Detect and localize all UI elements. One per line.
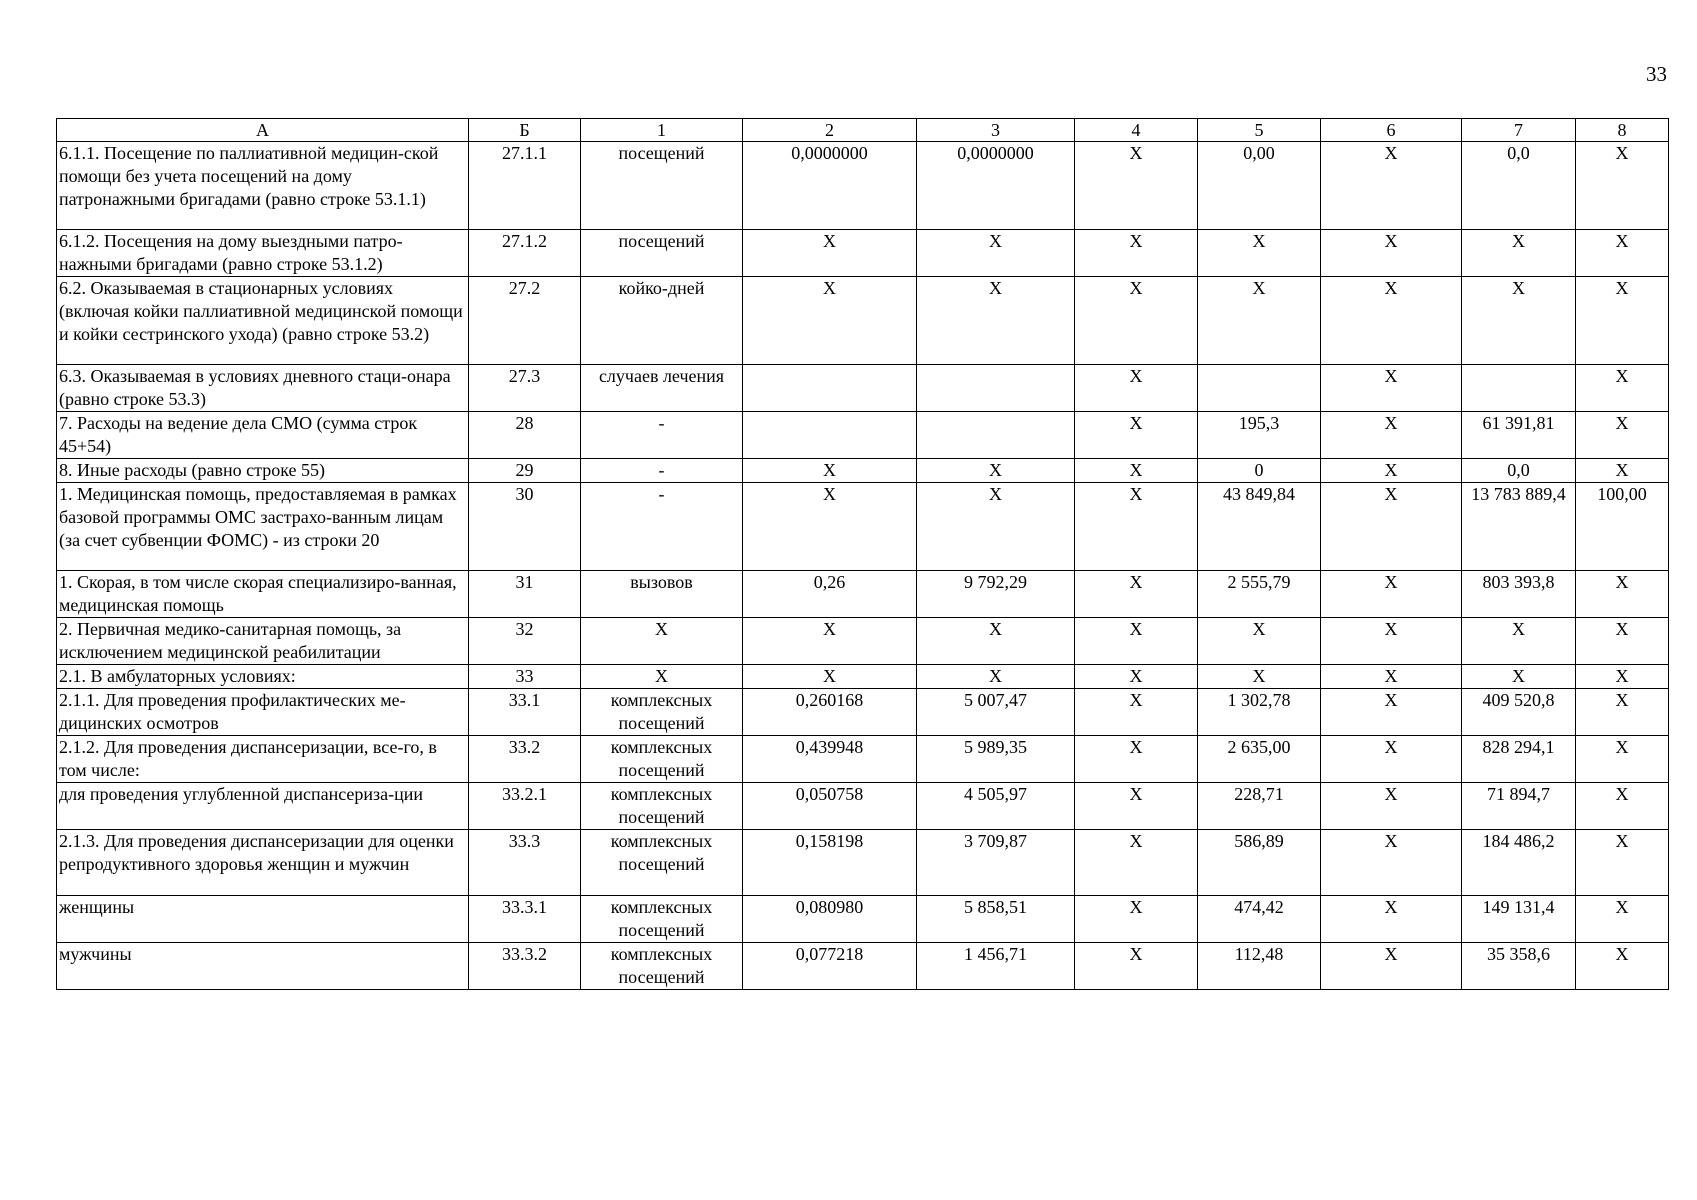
cell-col-4: X	[1075, 830, 1198, 896]
cell-col-b: 33.2.1	[469, 783, 581, 830]
cell-col-4: X	[1075, 483, 1198, 571]
cell-col-5: 2 635,00	[1198, 736, 1321, 783]
cell-col-8: X	[1576, 665, 1669, 689]
column-header-3: 3	[917, 119, 1075, 142]
cell-col-b: 27.1.2	[469, 230, 581, 277]
cell-col-7: X	[1462, 665, 1576, 689]
cell-col-8: X	[1576, 412, 1669, 459]
cell-col-5: X	[1198, 277, 1321, 365]
cell-col-a: 2.1.1. Для проведения профилактических ме-дицинских осмотров	[57, 689, 469, 736]
table-row	[57, 943, 1669, 990]
cell-col-5: 0	[1198, 459, 1321, 483]
cell-col-a: 1. Медицинская помощь, предоставляемая в рамках базовой программы ОМС застрахо-ванным лицам (за счет субвенции ФОМС) - из строки 20	[57, 483, 469, 571]
cell-col-8: X	[1576, 943, 1669, 990]
cell-col-2	[743, 412, 917, 459]
cell-col-2	[743, 365, 917, 412]
table-row	[57, 618, 1669, 665]
cell-col-3: X	[917, 665, 1075, 689]
cell-col-b: 33.1	[469, 689, 581, 736]
cell-col-3: 3 709,87	[917, 830, 1075, 896]
cell-col-5: X	[1198, 618, 1321, 665]
cell-col-3	[917, 412, 1075, 459]
cell-col-7: 149 131,4	[1462, 896, 1576, 943]
table-header	[57, 119, 1669, 142]
cell-col-2: 0,158198	[743, 830, 917, 896]
cell-col-a: 2.1.2. Для проведения диспансеризации, все-го, в том числе:	[57, 736, 469, 783]
cell-col-2: X	[743, 483, 917, 571]
cell-col-1: -	[581, 483, 743, 571]
cell-col-3: X	[917, 230, 1075, 277]
table-row	[57, 896, 1669, 943]
cell-col-4: X	[1075, 277, 1198, 365]
cell-col-3: 5 989,35	[917, 736, 1075, 783]
cell-col-4: X	[1075, 365, 1198, 412]
cell-col-a: 6.3. Оказываемая в условиях дневного стаци-онара (равно строке 53.3)	[57, 365, 469, 412]
cell-col-b: 30	[469, 483, 581, 571]
table-row	[57, 483, 1669, 571]
cell-col-8: X	[1576, 230, 1669, 277]
cell-col-1: комплексных посещений	[581, 689, 743, 736]
cell-col-7: X	[1462, 277, 1576, 365]
cell-col-2: 0,439948	[743, 736, 917, 783]
cell-col-a: 1. Скорая, в том числе скорая специализиро-ванная, медицинская помощь	[57, 571, 469, 618]
table-row	[57, 459, 1669, 483]
table-row	[57, 665, 1669, 689]
cell-col-3	[917, 365, 1075, 412]
cell-col-5: X	[1198, 665, 1321, 689]
cell-col-3: X	[917, 277, 1075, 365]
cell-col-6: X	[1321, 736, 1462, 783]
cell-col-6: X	[1321, 689, 1462, 736]
cell-col-1: койко-дней	[581, 277, 743, 365]
cell-col-7: 828 294,1	[1462, 736, 1576, 783]
cell-col-8: X	[1576, 142, 1669, 230]
cell-col-1: X	[581, 618, 743, 665]
cell-col-4: X	[1075, 689, 1198, 736]
cell-col-b: 33.3.1	[469, 896, 581, 943]
cell-col-4: X	[1075, 571, 1198, 618]
table-body	[57, 142, 1669, 990]
cell-col-2: X	[743, 665, 917, 689]
table-row	[57, 736, 1669, 783]
cell-col-5: 43 849,84	[1198, 483, 1321, 571]
cell-col-a: для проведения углубленной диспансериза-ции	[57, 783, 469, 830]
cell-col-3: X	[917, 618, 1075, 665]
cell-col-b: 32	[469, 618, 581, 665]
table-row	[57, 365, 1669, 412]
cell-col-8: X	[1576, 896, 1669, 943]
cell-col-8: X	[1576, 459, 1669, 483]
cell-col-4: X	[1075, 142, 1198, 230]
cell-col-a: мужчины	[57, 943, 469, 990]
cell-col-b: 33	[469, 665, 581, 689]
cell-col-a: 2.1.3. Для проведения диспансеризации для оценки репродуктивного здоровья женщин и мужчин	[57, 830, 469, 896]
cell-col-6: X	[1321, 896, 1462, 943]
cell-col-1: комплексных посещений	[581, 943, 743, 990]
cell-col-4: X	[1075, 783, 1198, 830]
cell-col-7: 61 391,81	[1462, 412, 1576, 459]
column-header-4: 4	[1075, 119, 1198, 142]
data-table	[56, 118, 1669, 990]
cell-col-7: 71 894,7	[1462, 783, 1576, 830]
cell-col-3: X	[917, 459, 1075, 483]
cell-col-b: 28	[469, 412, 581, 459]
table-row	[57, 830, 1669, 896]
cell-col-5: X	[1198, 230, 1321, 277]
cell-col-b: 29	[469, 459, 581, 483]
cell-col-6: X	[1321, 571, 1462, 618]
column-header-7: 7	[1462, 119, 1576, 142]
table-row	[57, 412, 1669, 459]
cell-col-8: X	[1576, 736, 1669, 783]
cell-col-3: 4 505,97	[917, 783, 1075, 830]
cell-col-b: 27.2	[469, 277, 581, 365]
cell-col-a: 7. Расходы на ведение дела СМО (сумма строк 45+54)	[57, 412, 469, 459]
cell-col-2: 0,0000000	[743, 142, 917, 230]
cell-col-b: 33.3	[469, 830, 581, 896]
cell-col-b: 31	[469, 571, 581, 618]
cell-col-6: X	[1321, 830, 1462, 896]
cell-col-7: 13 783 889,4	[1462, 483, 1576, 571]
cell-col-8: X	[1576, 830, 1669, 896]
cell-col-8: 100,00	[1576, 483, 1669, 571]
cell-col-5: 0,00	[1198, 142, 1321, 230]
cell-col-b: 27.1.1	[469, 142, 581, 230]
header-row	[57, 119, 1669, 142]
cell-col-8: X	[1576, 277, 1669, 365]
cell-col-5: 228,71	[1198, 783, 1321, 830]
cell-col-4: X	[1075, 230, 1198, 277]
column-header-8: 8	[1576, 119, 1669, 142]
cell-col-4: X	[1075, 459, 1198, 483]
table-row	[57, 571, 1669, 618]
cell-col-2: 0,080980	[743, 896, 917, 943]
cell-col-a: 6.2. Оказываемая в стационарных условиях (включая койки паллиативной медицинской помощи и койки сестринского ухода) (равно строке 53.2)	[57, 277, 469, 365]
cell-col-5: 112,48	[1198, 943, 1321, 990]
cell-col-a: 8. Иные расходы (равно строке 55)	[57, 459, 469, 483]
cell-col-5: 195,3	[1198, 412, 1321, 459]
cell-col-6: X	[1321, 412, 1462, 459]
cell-col-7: 35 358,6	[1462, 943, 1576, 990]
cell-col-6: X	[1321, 277, 1462, 365]
cell-col-8: X	[1576, 365, 1669, 412]
cell-col-7: 0,0	[1462, 459, 1576, 483]
cell-col-2: X	[743, 618, 917, 665]
column-header-1: 1	[581, 119, 743, 142]
cell-col-7: 0,0	[1462, 142, 1576, 230]
cell-col-2: 0,077218	[743, 943, 917, 990]
cell-col-a: 2.1. В амбулаторных условиях:	[57, 665, 469, 689]
cell-col-7: X	[1462, 230, 1576, 277]
column-header-5: 5	[1198, 119, 1321, 142]
column-header-6: 6	[1321, 119, 1462, 142]
cell-col-1: посещений	[581, 230, 743, 277]
cell-col-6: X	[1321, 943, 1462, 990]
cell-col-2: 0,26	[743, 571, 917, 618]
cell-col-1: случаев лечения	[581, 365, 743, 412]
cell-col-1: -	[581, 412, 743, 459]
cell-col-a: 6.1.2. Посещения на дому выездными патро-нажными бригадами (равно строке 53.1.2)	[57, 230, 469, 277]
column-header-2: 2	[743, 119, 917, 142]
cell-col-a: женщины	[57, 896, 469, 943]
cell-col-5: 586,89	[1198, 830, 1321, 896]
cell-col-8: X	[1576, 571, 1669, 618]
cell-col-6: X	[1321, 230, 1462, 277]
cell-col-3: 5 858,51	[917, 896, 1075, 943]
cell-col-2: X	[743, 277, 917, 365]
cell-col-1: комплексных посещений	[581, 896, 743, 943]
table-row	[57, 277, 1669, 365]
cell-col-1: X	[581, 665, 743, 689]
cell-col-6: X	[1321, 459, 1462, 483]
cell-col-1: -	[581, 459, 743, 483]
cell-col-1: комплексных посещений	[581, 783, 743, 830]
cell-col-5	[1198, 365, 1321, 412]
cell-col-8: X	[1576, 689, 1669, 736]
cell-col-1: посещений	[581, 142, 743, 230]
cell-col-2: 0,260168	[743, 689, 917, 736]
cell-col-8: X	[1576, 618, 1669, 665]
cell-col-4: X	[1075, 412, 1198, 459]
cell-col-5: 1 302,78	[1198, 689, 1321, 736]
cell-col-8: X	[1576, 783, 1669, 830]
cell-col-1: комплексных посещений	[581, 830, 743, 896]
cell-col-4: X	[1075, 896, 1198, 943]
cell-col-b: 27.3	[469, 365, 581, 412]
cell-col-1: вызовов	[581, 571, 743, 618]
cell-col-3: 0,0000000	[917, 142, 1075, 230]
cell-col-7: 184 486,2	[1462, 830, 1576, 896]
cell-col-6: X	[1321, 365, 1462, 412]
page-number: 33	[1646, 62, 1667, 86]
cell-col-7: X	[1462, 618, 1576, 665]
cell-col-3: X	[917, 483, 1075, 571]
cell-col-4: X	[1075, 665, 1198, 689]
cell-col-3: 5 007,47	[917, 689, 1075, 736]
cell-col-4: X	[1075, 736, 1198, 783]
cell-col-2: X	[743, 459, 917, 483]
table-row	[57, 142, 1669, 230]
cell-col-2: X	[743, 230, 917, 277]
table-row	[57, 783, 1669, 830]
column-header-a: А	[57, 119, 469, 142]
cell-col-7: 409 520,8	[1462, 689, 1576, 736]
cell-col-4: X	[1075, 943, 1198, 990]
cell-col-6: X	[1321, 483, 1462, 571]
cell-col-2: 0,050758	[743, 783, 917, 830]
cell-col-6: X	[1321, 142, 1462, 230]
cell-col-4: X	[1075, 618, 1198, 665]
cell-col-a: 6.1.1. Посещение по паллиативной медицин-ской помощи без учета посещений на дому патронажными бригадами (равно строке 53.1.1)	[57, 142, 469, 230]
cell-col-7	[1462, 365, 1576, 412]
cell-col-3: 1 456,71	[917, 943, 1075, 990]
cell-col-3: 9 792,29	[917, 571, 1075, 618]
cell-col-7: 803 393,8	[1462, 571, 1576, 618]
cell-col-5: 2 555,79	[1198, 571, 1321, 618]
cell-col-6: X	[1321, 665, 1462, 689]
table-row	[57, 230, 1669, 277]
column-header-b: Б	[469, 119, 581, 142]
cell-col-5: 474,42	[1198, 896, 1321, 943]
table-row	[57, 689, 1669, 736]
cell-col-1: комплексных посещений	[581, 736, 743, 783]
cell-col-6: X	[1321, 783, 1462, 830]
cell-col-a: 2. Первичная медико-санитарная помощь, за исключением медицинской реабилитации	[57, 618, 469, 665]
cell-col-b: 33.3.2	[469, 943, 581, 990]
cell-col-b: 33.2	[469, 736, 581, 783]
cell-col-6: X	[1321, 618, 1462, 665]
